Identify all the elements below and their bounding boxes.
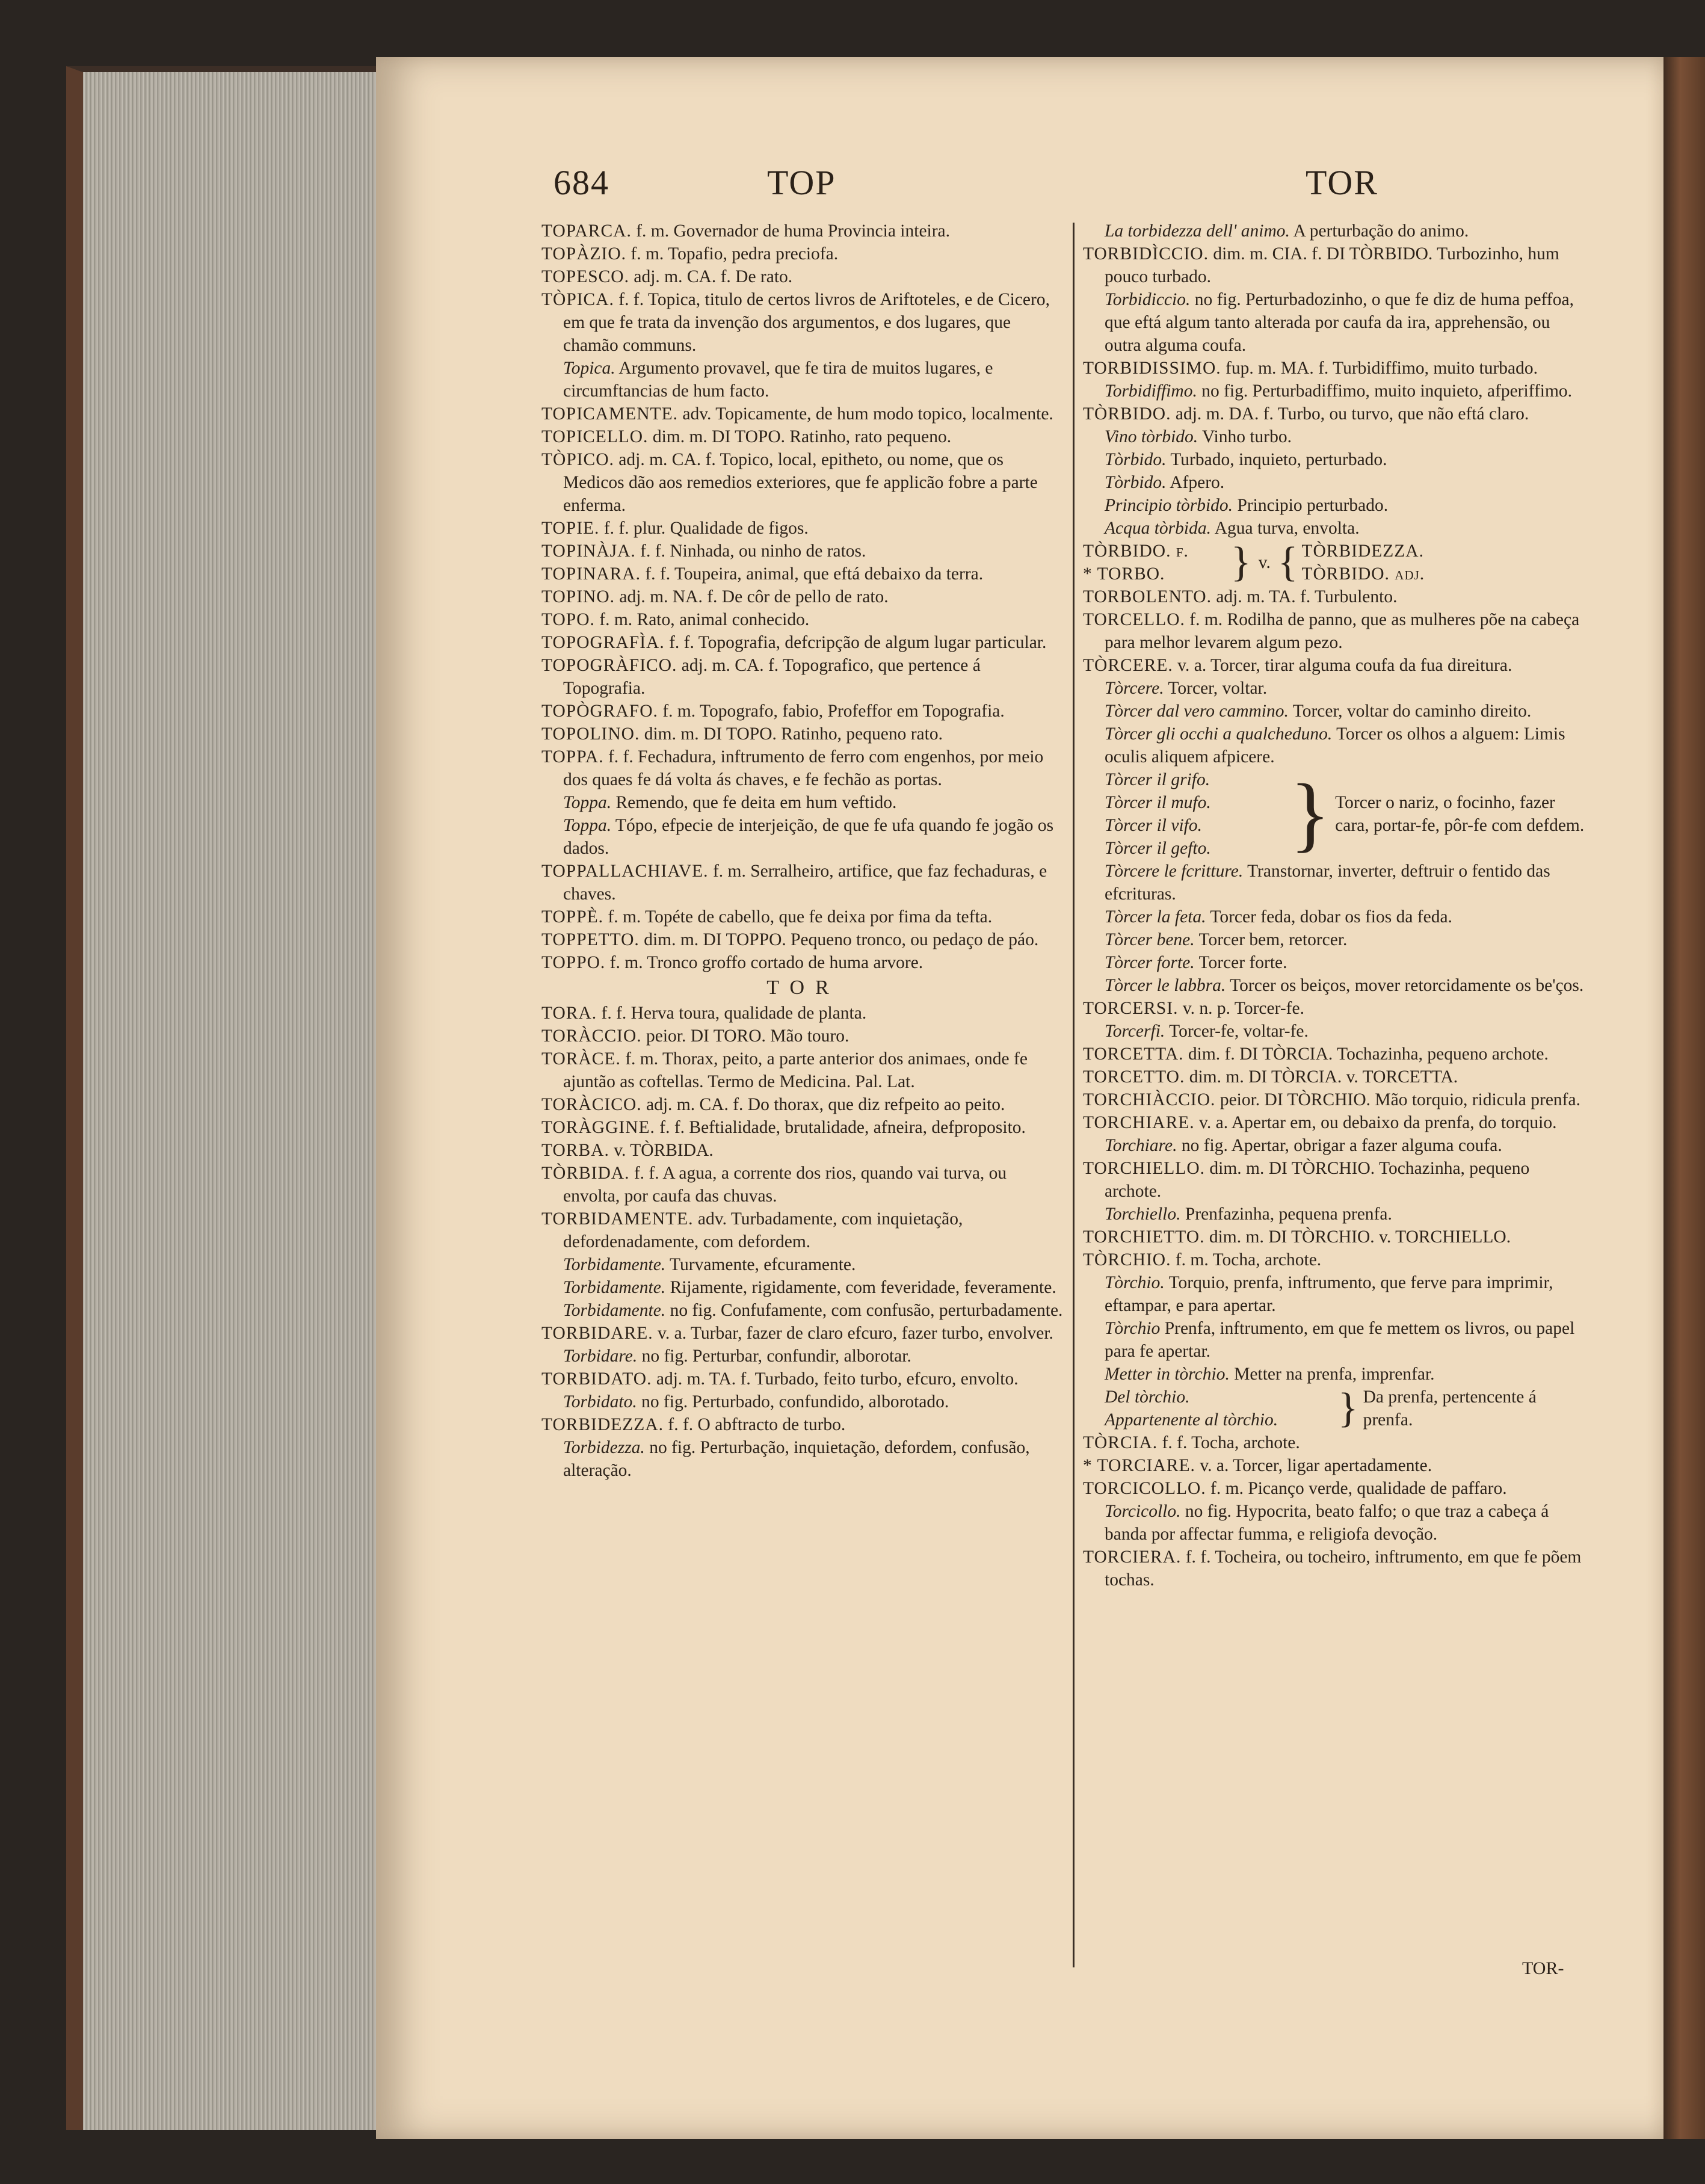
brace-symbol: } [1290,767,1331,860]
definition: f. m. Topéte de cabello, que fe deixa por fima da tefta. [608,907,993,927]
definition: f. m. Tocha, archote. [1175,1250,1322,1269]
definition: f. m. Thorax, peito, a parte anterior dos animaes, onde fe ajuntão as coftellas. Termo de Medicina. Pal. Lat. [563,1049,1028,1091]
definition: no fig. Perturbar, confundir, alborotar. [641,1346,911,1366]
definition: f. f. Fechadura, inftrumento de ferro com engenhos, por meio dos quaes fe dá volta ás chaves, e fe fechão as portas. [563,747,1044,789]
sub-entry-phrase: Torbidiccio. [1105,290,1191,309]
headword: TOPPO. [541,953,606,972]
sub-entry-phrase: Toppa. [563,816,612,835]
headword: TORBOLENTO. [1083,587,1212,606]
definition: f. f. Beftialidade, brutalidade, afneira, defproposito. [659,1118,1026,1137]
definition: f. f. Toupeira, animal, que eftá debaixo da terra. [645,564,984,584]
dictionary-entry [1083,403,1588,425]
dictionary-entry [541,791,1065,814]
dictionary-entry [541,1208,1065,1253]
dictionary-entry [541,1116,1065,1139]
headword: TORÀGGINE. [541,1118,655,1137]
sub-entry-phrase: Tòrcer dal vero cammino. [1105,702,1289,721]
definition: adj. m. CA. f. Do thorax, que diz refpeito ao peito. [646,1095,1005,1114]
dictionary-entry [1083,860,1588,905]
right-column [1083,220,1588,2025]
definition: adj. m. NA. f. De côr de pello de rato. [619,587,889,606]
definition: f. f. Tocheira, ou tocheiro, inftrumento, em que fe põem tochas. [1105,1547,1582,1590]
definition: peior. DI TÒRCHIO. Mão torquio, ridicula prenfa. [1219,1090,1580,1109]
grouped-definition: Torcer o nariz, o focinho, fazer cara, portar-fe, pôr-fe com defdem. [1335,793,1585,835]
definition: f. m. Rato, animal conhecido. [599,610,810,629]
dictionary-entry [1083,951,1588,974]
dictionary-entry [1083,380,1588,403]
dictionary-entry [1083,585,1588,608]
definition: Transtornar, inverter, deftruir o fentido das efcrituras. [1105,862,1550,904]
headword: TORÀCCIO. [541,1026,642,1046]
dictionary-entry [541,860,1065,905]
definition: dim. m. DI TÒRCHIO. v. TORCHIELLO. [1209,1227,1511,1247]
dictionary-entry [541,1093,1065,1116]
definition: Torcer, voltar. [1168,679,1268,698]
sub-entry-phrase: Tòrcer le labbra. [1105,976,1226,995]
dictionary-entry [1083,517,1588,540]
grouped-phrase: Tòrcer il vifo. [1105,816,1202,835]
sub-entry-phrase: Toppa. [563,793,612,812]
definition: f. m. Topafio, pedra preciofa. [631,244,839,264]
definition: Prenfa, inftrumento, em que fe mettem os livros, ou papel para fe apertar. [1105,1319,1575,1361]
headword: TOPICELLO. [541,427,649,446]
sub-entry-phrase: Torbidato. [563,1392,637,1411]
definition: no fig. Perturbadiffimo, muito inquieto, afperiffimo. [1201,381,1573,401]
dictionary-entry [541,608,1065,631]
cross-reference-brace [1083,540,1588,585]
definition: Torcer bem, retorcer. [1198,930,1348,949]
dictionary-entry [1083,1454,1588,1477]
sub-entry-phrase: Tòrcer gli occhi a qualcheduno. [1105,724,1333,744]
definition: dim. m. DI TOPO. Ratinho, pequeno rato. [644,724,943,744]
definition: v. TÒRBIDA. [614,1141,714,1160]
definition: f. m. Tronco groffo cortado de huma arvore. [609,953,923,972]
dictionary-entry [541,1025,1065,1047]
definition: f. m. Governador de huma Provincia inteira. [636,221,951,241]
definition: v. a. Torcer, ligar apertadamente. [1200,1456,1432,1475]
headword: TORCHIARE. [1083,1113,1195,1132]
dictionary-entry [541,403,1065,425]
headword: TORCHIÀCCIO. [1083,1090,1216,1109]
dictionary-entry [1083,1226,1588,1248]
sub-entry-phrase: Torchiello. [1105,1205,1181,1224]
dictionary-entry [1083,471,1588,494]
definition: f. m. Topografo, fabio, Profeffor em Topografia. [662,702,1005,721]
headword: TORCETTO. [1083,1067,1185,1087]
dictionary-entry [1083,242,1588,288]
definition: v. a. Torcer, tirar alguma coufa da fua direitura. [1177,656,1512,675]
definition: no fig. Confufamente, com confusão, perturbadamente. [670,1301,1063,1320]
dictionary-entry [1083,1111,1588,1134]
sub-entry-phrase: Topica. [563,359,615,378]
definition: no fig. Perturbado, confundido, alborotado. [641,1392,949,1411]
headword: TORCELLO. [1083,610,1185,629]
headword: TORCETTA. [1083,1044,1184,1064]
definition: adv. Topicamente, de hum modo topico, localmente. [682,404,1053,424]
definition: dim. m. DI TOPO. Ratinho, rato pequeno. [652,427,952,446]
definition: Prenfazinha, pequena prenfa. [1185,1205,1392,1224]
page-number: 684 [553,163,609,202]
dictionary-entry [541,1413,1065,1436]
definition: adv. Turbadamente, com inquietação, defordenadamente, com defordem. [563,1209,963,1251]
dictionary-entry [1083,1477,1588,1500]
sub-entry-phrase: Tòrcere. [1105,679,1164,698]
book-page-edges [66,66,393,2130]
dictionary-entry [541,517,1065,540]
dictionary-entry [541,905,1065,928]
definition: f. m. Picanço verde, qualidade de paffaro. [1210,1479,1507,1498]
headword: TÒRBIDO. [1083,404,1171,424]
definition: Argumento provavel, que fe tira de muitos lugares, e circumftancias de hum facto. [563,359,993,401]
catchword: TOR- [1522,1958,1564,1978]
sub-entry-phrase: Tòrcer bene. [1105,930,1195,949]
dictionary-entry [1083,357,1588,380]
definition: peior. DI TORO. Mão touro. [646,1026,849,1046]
headword: TOPARCA. [541,221,632,241]
brace-see-also: v. [1258,553,1271,572]
sub-entry-phrase: La torbidezza dell' animo. [1105,221,1290,241]
definition: Agua turva, envolta. [1214,519,1360,538]
dictionary-entry [1083,1363,1588,1386]
dictionary-entry [541,1390,1065,1413]
dictionary-entry [541,1299,1065,1322]
dictionary-entry [541,1253,1065,1276]
dictionary-entry [1083,1020,1588,1043]
definition: adj. m. DA. f. Turbo, ou turvo, que não eftá claro. [1175,404,1529,424]
dictionary-entry [1083,1203,1588,1226]
headword: TORBIDISSIMO. [1083,359,1221,378]
dictionary-entry [1083,425,1588,448]
dictionary-entry [1083,1271,1588,1317]
dictionary-entry [541,585,1065,608]
sub-entry-phrase: Tòrcer la feta. [1105,907,1206,927]
sub-entry-phrase: Tòrbido. [1105,450,1167,469]
headword: TOPOGRAFÌA. [541,633,665,652]
definition: f. m. Serralheiro, artifice, que faz fechaduras, e chaves. [563,862,1047,904]
headword: TÒRBIDA. [541,1164,630,1183]
headword: TORCHIELLO. [1083,1159,1206,1178]
sub-entry-phrase: Torbidamente. [563,1301,666,1320]
headword: TOPINO. [541,587,615,606]
headword: TORBIDARE. [541,1324,653,1343]
headword: TORCICOLLO. [1083,1479,1206,1498]
section-heading: TOR [766,976,840,999]
dictionary-entry [541,220,1065,242]
brace-symbol: { [1277,539,1298,585]
brace-symbol: } [1338,1385,1358,1431]
dictionary-entry [1083,1157,1588,1203]
dictionary-entry [1083,608,1588,654]
headword: TORBIDATO. [541,1369,652,1389]
dictionary-entry [541,357,1065,403]
headword: TOPPA. [541,747,604,767]
brace-headword: * TORBO. [1083,564,1165,584]
dictionary-entry [541,1139,1065,1162]
definition: Tópo, efpecie de interjeição, de que fe ufa quando fe jogão os dados. [563,816,1054,858]
definition: no fig. Perturbação, inquietação, defordem, confusão, alteração. [563,1438,1030,1480]
dictionary-entry [1083,1134,1588,1157]
dictionary-entry [1083,1066,1588,1088]
definition: no fig. Apertar, obrigar a fazer alguma coufa. [1181,1136,1502,1155]
dictionary-entry [541,448,1065,517]
dictionary-entry [1083,928,1588,951]
dictionary-entry [541,1436,1065,1482]
facing-page-edge [1663,57,1705,2139]
dictionary-entry [1083,220,1588,242]
dictionary-entry [1083,723,1588,768]
definition: dim. m. DI TÒRCHIO. Tochazinha, pequeno archote. [1105,1159,1530,1201]
sub-entry-phrase: Tòrcer forte. [1105,953,1195,972]
dictionary-entry [541,1345,1065,1368]
definition: Torquio, prenfa, inftrumento, que ferve para imprimir, eftampar, e para apertar. [1105,1273,1553,1315]
grouped-phrase: Appartenente al tòrchio. [1105,1410,1278,1430]
definition: f. f. Topografia, defcripção de algum lugar particular. [669,633,1047,652]
dictionary-entry [541,1047,1065,1093]
definition: adj. m. TA. f. Turbado, feito turbo, efcuro, envolto. [656,1369,1019,1389]
sub-entry-phrase: Tòrchio [1105,1319,1161,1338]
headword: TOPINÀJA. [541,541,636,561]
column-divider [1073,223,1074,1967]
left-column [541,220,1065,2025]
dictionary-entry [541,1002,1065,1025]
headword: TORBIDÌCCIO. [1083,244,1209,264]
definition: Torcer forte. [1198,953,1287,972]
headword: TOPOGRÀFICO. [541,656,677,675]
grouped-definition: Da prenfa, pertencente á prenfa. [1363,1387,1537,1430]
sub-entry-phrase: Tòrbido. [1105,473,1167,492]
dictionary-entry [1083,677,1588,700]
headword: TOPÀZIO. [541,244,627,264]
dictionary-entry [1083,288,1588,357]
definition: adj. m. CA. f. Topico, local, epitheto, ou nome, que os Medicos dão aos remedios exteriores, que fe applicão fobre a parte enferma. [563,450,1038,515]
sub-entry-phrase: Torbidamente. [563,1255,666,1274]
definition: Metter na prenfa, imprenfar. [1234,1365,1435,1384]
definition: Torcer os olhos a alguem: Limis oculis aliquem afpicere. [1105,724,1565,767]
dictionary-entry [541,1276,1065,1299]
definition: Rijamente, rigidamente, com feveridade, feveramente. [670,1278,1056,1297]
grouped-phrases [1083,768,1588,860]
dictionary-entry [541,814,1065,860]
definition: Afpero. [1170,473,1225,492]
definition: Torcer-fe, voltar-fe. [1169,1022,1309,1041]
dictionary-entry [541,723,1065,745]
definition: v. n. p. Torcer-fe. [1182,999,1304,1018]
dictionary-entry [541,265,1065,288]
dictionary-entry [541,631,1065,654]
dictionary-entry [1083,905,1588,928]
definition: Torcer os beiços, mover retorcidamente os be'ços. [1230,976,1584,995]
sub-entry-phrase: Metter in tòrchio. [1105,1365,1230,1384]
dictionary-entry [1083,1546,1588,1591]
dictionary-entry [1083,974,1588,997]
definition: Remendo, que fe deita em hum veftido. [615,793,897,812]
headword: TOPPETTO. [541,930,640,949]
brace-headword: TÒRBIDO. f. [1083,541,1189,561]
definition: v. a. Turbar, fazer de claro efcuro, fazer turbo, envolver. [658,1324,1053,1343]
right-guide-word: TOR [1306,163,1378,202]
definition: Turvamente, efcuramente. [670,1255,856,1274]
definition: f. f. O abftracto de turbo. [668,1415,846,1434]
sub-entry-phrase: Torchiare. [1105,1136,1177,1155]
dictionary-entry [1083,1317,1588,1363]
dictionary-entry [541,1162,1065,1208]
definition: Torcer feda, dobar os fios da feda. [1210,907,1452,927]
sub-entry-phrase: Torbidare. [563,1346,638,1366]
dictionary-entry [1083,1431,1588,1454]
headword: TORBA. [541,1141,609,1160]
dictionary-entry [541,563,1065,585]
dictionary-entry [1083,997,1588,1020]
grouped-phrases [1083,1386,1588,1431]
sub-entry-phrase: Torcerfi. [1105,1022,1165,1041]
sub-entry-phrase: Torcicollo. [1105,1502,1181,1521]
headword: TÒPICO. [541,450,614,469]
definition: no fig. Hypocrita, beato falfo; o que traz a cabeça á banda por affectar fumma, e religiofa devoção. [1105,1502,1549,1544]
definition: adj. m. CA. f. Topografico, que pertence á Topografia. [563,656,981,698]
dictionary-entry [541,951,1065,974]
definition: A perturbação do animo. [1293,221,1469,241]
headword: TOPOLINO. [541,724,640,744]
dictionary-entry [541,745,1065,791]
definition: Vinho turbo. [1202,427,1292,446]
headword: TORA. [541,1004,597,1023]
definition: no fig. Perturbadozinho, o que fe diz de huma peffoa, que eftá algum tanto alterada por caufa da ira, apprehensão, ou outra alguma coufa. [1105,290,1574,355]
sub-entry-phrase: Vino tòrbido. [1105,427,1198,446]
definition: v. a. Apertar em, ou debaixo da prenfa, do torquio. [1199,1113,1557,1132]
headword: TOPICAMENTE. [541,404,678,424]
sub-entry-phrase: Tòrchio. [1105,1273,1165,1292]
definition: f. f. plur. Qualidade de figos. [603,519,809,538]
sub-entry-phrase: Torbidiffimo. [1105,381,1197,401]
definition: Principio perturbado. [1237,496,1389,515]
definition: f. f. Ninhada, ou ninho de ratos. [640,541,866,561]
sub-entry-phrase: Principio tòrbido. [1105,496,1233,515]
left-guide-word: TOP [767,163,836,202]
dictionary-entry [541,288,1065,357]
dictionary-entry [541,540,1065,563]
sub-entry-phrase: Torbidamente. [563,1278,666,1297]
sub-entry-phrase: Tòrcere le fcritture. [1105,862,1244,881]
dictionary-entry [1083,654,1588,677]
definition: dim. m. DI TÒRCIA. v. TORCETTA. [1189,1067,1458,1087]
definition: f. f. A agua, a corrente dos rios, quando vai turva, ou envolta, por caufa das chuvas. [563,1164,1007,1206]
headword: TOPPÈ. [541,907,603,927]
dictionary-entry [1083,1043,1588,1066]
dictionary-entry [541,425,1065,448]
brace-target: TÒRBIDO. adj. [1301,564,1425,584]
definition: f. f. Tocha, archote. [1162,1433,1300,1452]
headword: TOPESCO. [541,267,629,286]
definition: Turbado, inquieto, perturbado. [1170,450,1387,469]
grouped-phrase: Tòrcer il gefto. [1105,839,1211,858]
headword: TOPIE. [541,519,600,538]
definition: adj. m. TA. f. Turbulento. [1216,587,1398,606]
headword: TORBIDEZZA. [541,1415,664,1434]
headword: TOPO. [541,610,595,629]
brace-symbol: } [1231,539,1251,585]
dictionary-entry [1083,1500,1588,1546]
headword: TOPPALLACHIAVE. [541,862,709,881]
dictionary-entry [541,700,1065,723]
headword: TÒRCHIO. [1083,1250,1171,1269]
headword: TORÀCE. [541,1049,621,1069]
definition: Torcer, voltar do caminho direito. [1292,702,1532,721]
headword: TORÀCICO. [541,1095,642,1114]
definition: dim. f. DI TÒRCIA. Tochazinha, pequeno archote. [1188,1044,1549,1064]
dictionary-entry [1083,1088,1588,1111]
definition: fup. m. MA. f. Turbidiffimo, muito turbado. [1226,359,1538,378]
dictionary-entry [1083,700,1588,723]
headword: TÒRCIA. [1083,1433,1158,1452]
headword: TORCIERA. [1083,1547,1182,1567]
headword: TOPINARA. [541,564,641,584]
headword: TORCERSI. [1083,999,1179,1018]
definition: dim. m. CIA. f. DI TÒRBIDO. Turbozinho, hum pouco turbado. [1105,244,1559,286]
headword: TORCHIETTO. [1083,1227,1205,1247]
dictionary-entry [1083,448,1588,471]
grouped-phrase: Tòrcer il mufo. [1105,793,1211,812]
definition: dim. m. DI TOPPO. Pequeno tronco, ou pedaço de páo. [644,930,1039,949]
headword: TÒRCERE. [1083,656,1173,675]
dictionary-entry [541,1322,1065,1345]
sub-entry-phrase: Acqua tòrbida. [1105,519,1211,538]
definition: adj. m. CA. f. De rato. [634,267,793,286]
grouped-phrase: Del tòrchio. [1105,1387,1190,1407]
grouped-phrase: Tòrcer il grifo. [1105,770,1210,789]
dictionary-entry [541,242,1065,265]
dictionary-entry [1083,1248,1588,1271]
dictionary-entry [541,1368,1065,1390]
page-header [0,162,1705,223]
definition: f. m. Rodilha de panno, que as mulheres põe na cabeça para melhor levarem algum pezo. [1105,610,1580,652]
headword: TÒPICA. [541,290,614,309]
dictionary-entry [1083,494,1588,517]
sub-entry-phrase: Torbidezza. [563,1438,645,1457]
headword: TORBIDAMENTE. [541,1209,694,1229]
headword: TOPÒGRAFO. [541,702,658,721]
headword: * TORCIARE. [1083,1456,1195,1475]
definition: f. f. Topica, titulo de certos livros de Ariftoteles, e de Cicero, em que fe trata da invenção dos argumentos, e dos lugares, que chamão communs. [563,290,1050,355]
definition: f. f. Herva toura, qualidade de planta. [601,1004,867,1023]
brace-target: TÒRBIDEZZA. [1301,541,1424,561]
dictionary-entry [541,928,1065,951]
dictionary-entry [541,654,1065,700]
